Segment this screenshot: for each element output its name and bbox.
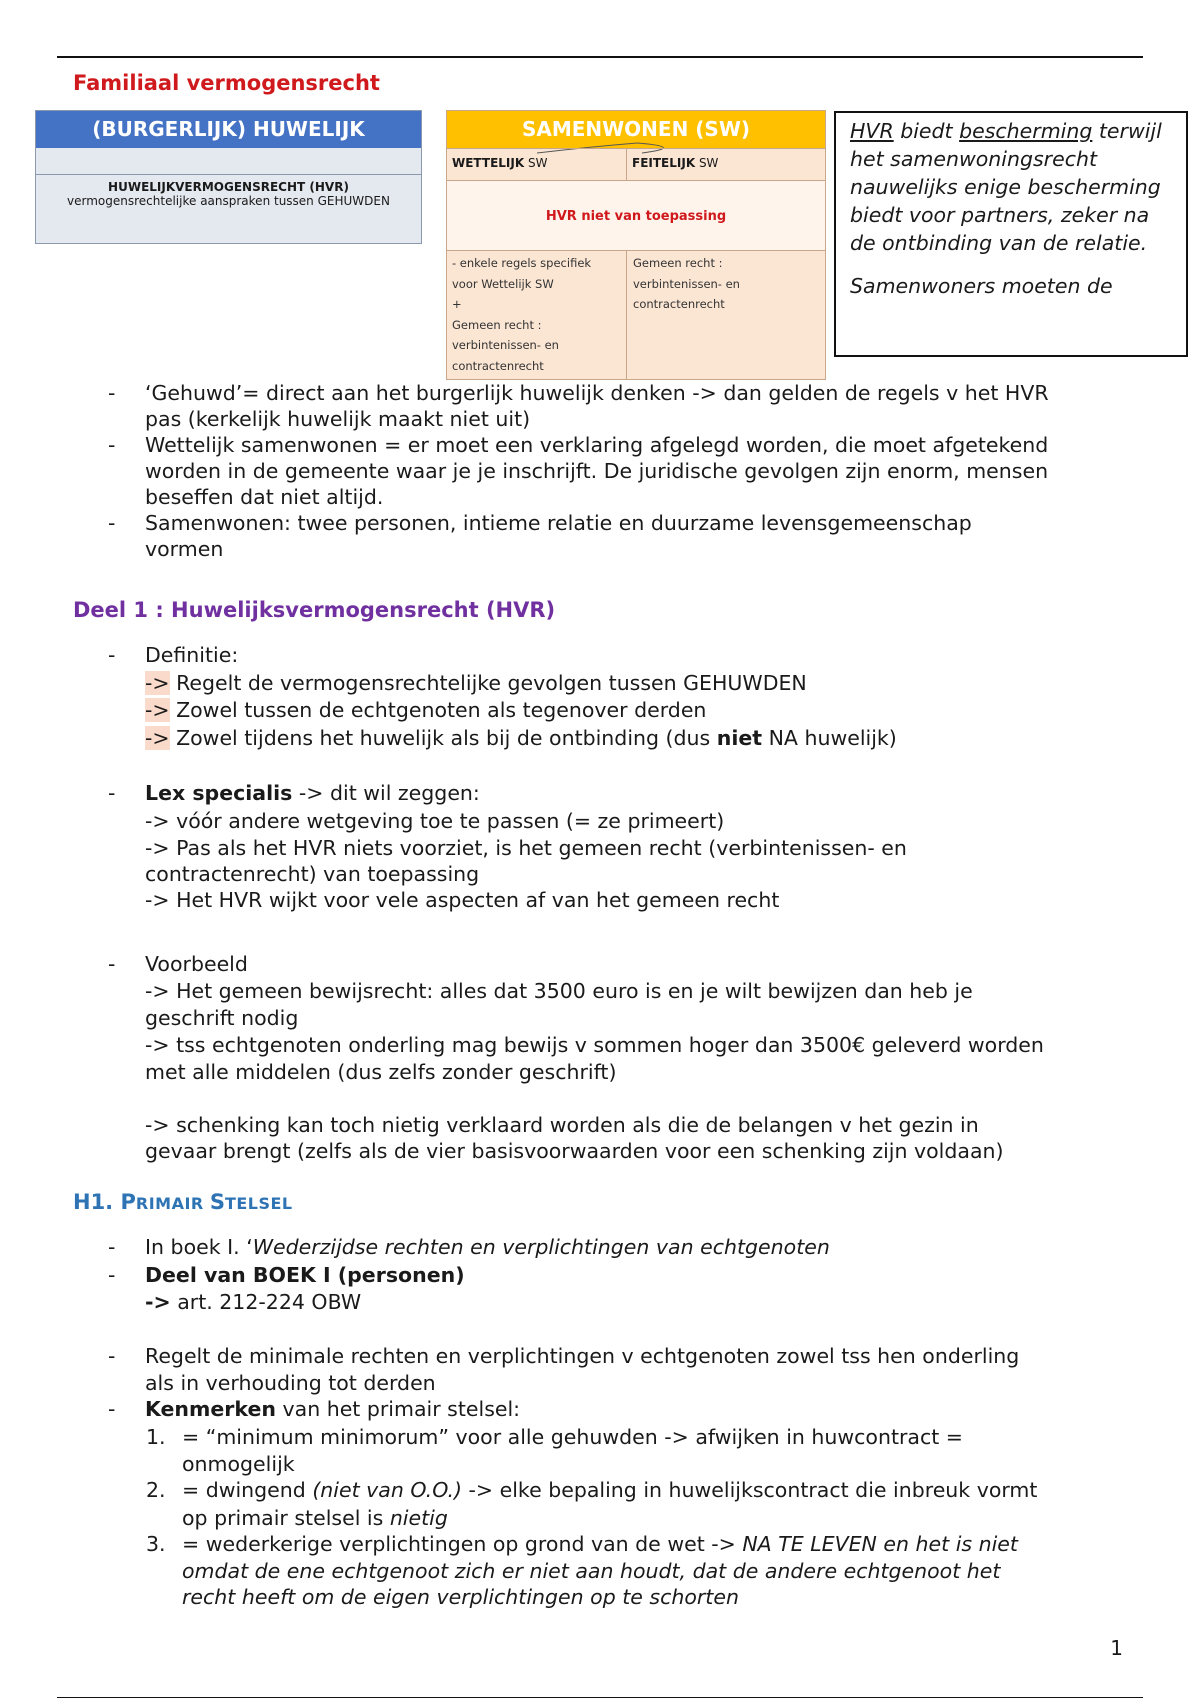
sw-hvr-row [447, 180, 825, 250]
bullet-wettelijk-samenwonen: - Wettelijk samenwonen = er moet een verklaring afgelegd worden, die moet afgetekend worden in de gemeente waar je je inschrijft. De juridische gevolgen zijn enorm, mensen beseffen dat niet altijd. [73, 432, 1133, 510]
kenmerk-item: 2. = dwingend (niet van O.O.) -> elke bepaling in huwelijkscontract die inbreuk vormt op primair stelsel is nietig [146, 1478, 1038, 1530]
sw-rules-row [447, 250, 825, 380]
textbox-paragraph-1: HVR biedt bescherming terwijl het samenwoningsrecht nauwelijks enige bescherming biedt voor partners, zeker na de ontbinding van de relatie. [850, 119, 1162, 255]
samenwonen-header: SAMENWONEN (SW) [447, 111, 825, 148]
definitie-line-1: -> Regelt de vermogensrechtelijke gevolgen tussen GEHUWDEN [145, 670, 807, 695]
huwelijk-box [35, 110, 422, 244]
bullet-gehuwd: - ‘Gehuwd’= direct aan het burgerlijk huwelijk denken -> dan gelden de regels v het HVR pas (kerkelijk huwelijk maakt niet uit) [73, 380, 1133, 432]
deel1-heading: Deel 1 : Huwelijksvermogensrecht (HVR) [73, 598, 556, 622]
kenmerk-item: 3. = wederkerige verplichtingen op grond van de wet -> NA TE LEVEN en het is niet omdat de ene echtgenoot zich er niet aan houdt, dat de andere echtgenoot het recht heeft om de eigen verplichtingen op te schorten [146, 1531, 1018, 1609]
wettelijk-sw-label: WETTELIJK SW [452, 156, 548, 170]
h1-heading: H1. PRIMAIR STELSEL [73, 1190, 293, 1214]
definitie-line-2: -> Zowel tussen de echtgenoten als tegenover derden [145, 698, 707, 722]
bullet-regelt: - Regelt de minimale rechten en verplichtingen v echtgenoten zowel tss hen onderling als in verhouding tot derden [73, 1343, 1133, 1397]
hvr-subtitle: HUWELIJKVERMOGENSRECHT (HVR) [108, 180, 349, 194]
feitelijk-rules: Gemeen recht : verbintenissen- en contractenrecht [633, 256, 740, 311]
sw-type-row [447, 148, 825, 180]
bullet-lex-specialis: - Lex specialis -> dit wil zeggen: -> vóór andere wetgeving toe te passen (= ze primeert) -> Pas als het HVR niets voorziet, is het gemeen recht (verbintenissen- en contractenrecht) van toepassing -> Het HVR wijkt voor vele aspecten af van het gemeen recht [73, 780, 1133, 915]
bottom-rule [57, 1697, 1143, 1698]
definitie-section [73, 642, 1133, 752]
bullet-voorbeeld: - Voorbeeld -> Het gemeen bewijsrecht: alles dat 3500 euro is en je wilt bewijzen dan heb je geschrift nodig -> tss echtgenoten onderling mag bewijs v sommen hoger dan 3500€ geleverd worden met alle middelen (dus zelfs zonder geschrift) -> schenking kan toch nietig verklaard worden als die de belangen v het gezin in gevaar brengt (zelfs als de vier basisvoorwaarden voor een schenking zijn voldaan) [73, 951, 1133, 1164]
feitelijk-sw-label: FEITELIJK SW [632, 156, 719, 170]
huwelijk-header: (BURGERLIJK) HUWELIJK [36, 111, 421, 148]
bullet-boek-i: - In boek I. ‘Wederzijdse rechten en verplichtingen van echtgenoten [73, 1234, 1133, 1262]
page-number: 1 [1110, 1636, 1123, 1660]
intro-section [73, 380, 1133, 562]
hvr-niet-van-toepassing: HVR niet van toepassing [545, 209, 727, 224]
bullet-deel-boek-i: - Deel van BOEK I (personen) -> art. 212-224 OBW [73, 1262, 1133, 1317]
voorbeeld-section [73, 951, 1133, 1164]
page-title: Familiaal vermogensrecht [73, 71, 380, 95]
h1-section [73, 1234, 1133, 1610]
wettelijk-rules: - enkele regels specifiek voor Wettelijk SW + Gemeen recht : verbintenissen- en contractenrecht [447, 251, 627, 380]
lex-specialis-section [73, 780, 1133, 915]
top-rule [57, 56, 1143, 58]
bullet-samenwonen: - Samenwonen: twee personen, intieme relatie en duurzame levensgemeenschap vormen [73, 510, 1133, 562]
bescherming-textbox [834, 111, 1188, 357]
bullet-kenmerken: - Kenmerken van het primair stelsel: [73, 1396, 1133, 1424]
huwelijk-spacer-row [36, 148, 421, 175]
definitie-line-3: -> Zowel tijdens het huwelijk als bij de ontbinding (dus niet NA huwelijk) [145, 725, 897, 750]
textbox-paragraph-2: Samenwoners moeten de [850, 274, 1113, 298]
kenmerken-list [73, 1424, 1133, 1611]
kenmerk-item: 1. = “minimum minimorum” voor alle gehuwden -> afwijken in huwcontract = onmogelijk [146, 1424, 963, 1476]
hvr-subdescription: vermogensrechtelijke aanspraken tussen GEHUWDEN [67, 194, 390, 208]
huwelijk-subtext [36, 175, 421, 208]
bullet-definitie: - Definitie: -> Regelt de vermogensrechtelijke gevolgen tussen GEHUWDEN -> Zowel tussen de echtgenoten als tegenover derden -> Zowel tijdens het huwelijk als bij de ontbinding (dus niet NA huwelijk) [73, 642, 1133, 752]
samenwonen-box [446, 110, 826, 380]
